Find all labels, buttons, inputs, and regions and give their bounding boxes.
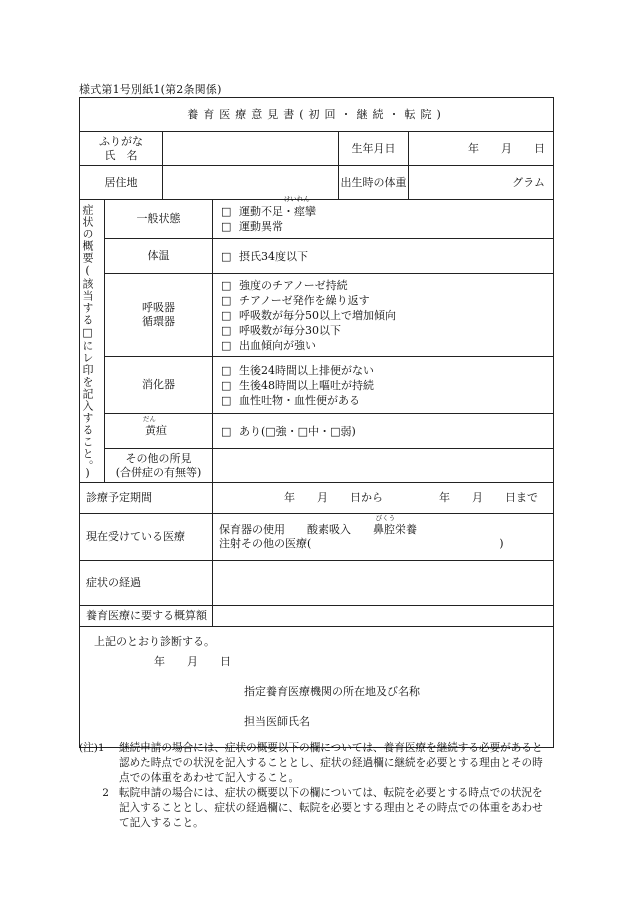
nasal-feeding-option[interactable]: 鼻腔栄養 びくう [373, 514, 417, 536]
current-care-field[interactable]: 保育器の使用 酸素吸入 鼻腔栄養 びくう 注射その他の医療( ) [213, 514, 554, 561]
injection-option[interactable]: 注射その他の医療( [219, 537, 312, 550]
name-label-cell [80, 132, 163, 166]
digestive-item-1[interactable]: □ 生後24時間以上排便がない [221, 363, 374, 377]
declaration-block [80, 627, 554, 748]
period-from: 年 月 日から [284, 491, 383, 504]
oxygen-option[interactable]: 酸素吸入 [307, 523, 351, 536]
birth-field[interactable]: 年 月 日 [409, 132, 554, 166]
institution-label: 指定養育医療機関の所在地及び名称 [244, 685, 420, 698]
current-care-label: 現在受けている医療 [80, 514, 213, 561]
checkbox: □ [221, 205, 232, 218]
checkbox: □ [221, 293, 232, 307]
temperature-checks [213, 239, 554, 274]
cost-field[interactable] [213, 606, 554, 627]
temperature-label: 体温 [105, 239, 213, 274]
symptom-respiratory-row [80, 274, 554, 357]
weight-label: 出生時の体重 [339, 166, 409, 200]
other-field[interactable] [213, 449, 554, 483]
checkbox: □ [221, 220, 232, 233]
name-field[interactable] [163, 132, 339, 166]
checkbox: □ [221, 308, 232, 322]
checkbox: □ [221, 393, 232, 407]
period-to: 年 月 日まで [439, 491, 538, 504]
cost-row [80, 606, 554, 627]
symptom-digestive-row [80, 357, 554, 414]
opinion-form-table [79, 97, 554, 748]
symptom-other-row [80, 449, 554, 483]
title-row [80, 98, 554, 132]
period-field[interactable] [213, 483, 554, 514]
form-label: 様式第1号別紙1(第2条関係) [79, 83, 222, 96]
period-row [80, 483, 554, 514]
symptoms-vertical-label: 症状の概要(該当する□にレ印を記入すること。) [80, 200, 105, 483]
address-row [80, 166, 554, 200]
checkbox: □ [221, 363, 232, 377]
checkbox: □ [221, 249, 232, 263]
digestive-item-2[interactable]: □ 生後48時間以上嘔吐が持続 [221, 378, 374, 392]
respiratory-item-1[interactable]: □ 強度のチアノーゼ持続 [221, 278, 348, 292]
temperature-item-1[interactable]: □ 摂氏34度以下 [221, 249, 308, 263]
respiratory-item-3[interactable]: □ 呼吸数が毎分50以上で増加傾向 [221, 308, 396, 322]
respiratory-item-5[interactable]: □ 出血傾向が強い [221, 338, 316, 352]
note-1: (注)1 継続申請の場合には、症状の概要以下の欄については、養育医療を継続する必要があると認めた時点での状況を記入することとし、症状の経過欄に継続を必要とする理由とその時点での体重をあわせて記入すること。 [79, 742, 543, 784]
digestive-label: 消化器 [105, 357, 213, 414]
symptom-temperature-row [80, 239, 554, 274]
weight-field[interactable]: グラム [409, 166, 554, 200]
address-field[interactable] [163, 166, 339, 200]
incubator-option[interactable]: 保育器の使用 [219, 523, 285, 536]
checkbox: □ [221, 378, 232, 392]
checkbox: □ [221, 323, 232, 337]
name-label: 氏 名 [104, 148, 138, 162]
period-label: 診療予定期間 [80, 483, 213, 514]
note-2: 2 転院申請の場合には、症状の概要以下の欄については、転院を必要とする時点での状況を記入することとし、症状の経過欄に、転院を必要とする理由とその時点での体重をあわせて記入すること。 [102, 787, 543, 829]
respiratory-checks [213, 274, 554, 357]
furigana-label: ふりがな [99, 134, 143, 148]
jaundice-item-1[interactable]: □ あり(□強・□中・□弱) [221, 424, 356, 438]
symptom-general-row [80, 200, 554, 239]
course-row [80, 561, 554, 606]
checkbox: □ [221, 424, 232, 438]
symptom-jaundice-row [80, 414, 554, 449]
declaration-row [80, 627, 554, 748]
current-care-row [80, 514, 554, 561]
course-field[interactable] [213, 561, 554, 606]
general-label: 一般状態 [105, 200, 213, 239]
birth-label: 生年月日 [339, 132, 409, 166]
checkbox: □ [221, 278, 232, 292]
general-checks [213, 195, 554, 239]
declaration-date[interactable]: 年 月 日 [154, 655, 231, 668]
digestive-item-3[interactable]: □ 血性吐物・血性便がある [221, 393, 360, 407]
general-item-1[interactable]: □ 運動不足・痙攣 けいれん [221, 195, 316, 218]
general-item-2[interactable]: □ 運動異常 [221, 220, 283, 233]
doctor-label: 担当医師氏名 [244, 715, 310, 728]
address-label: 居住地 [80, 166, 163, 200]
cost-label: 養育医療に要する概算額 [80, 606, 213, 627]
jaundice-label: 黄疸 だん [105, 414, 213, 449]
course-label: 症状の経過 [80, 561, 213, 606]
checkbox: □ [221, 338, 232, 352]
name-row [80, 132, 554, 166]
digestive-checks [213, 357, 554, 414]
respiratory-label: 呼吸器 循環器 [105, 274, 213, 357]
form-title: 養育医療意見書(初回・継続・転院) [80, 98, 554, 132]
notes [79, 741, 553, 831]
respiratory-item-4[interactable]: □ 呼吸数が毎分30以下 [221, 323, 341, 337]
jaundice-checks [213, 414, 554, 449]
other-label: その他の所見 (合併症の有無等) [105, 449, 213, 483]
declaration-text: 上記のとおり診断する。 [94, 635, 215, 648]
respiratory-item-2[interactable]: □ チアノーゼ発作を繰り返す [221, 293, 370, 307]
